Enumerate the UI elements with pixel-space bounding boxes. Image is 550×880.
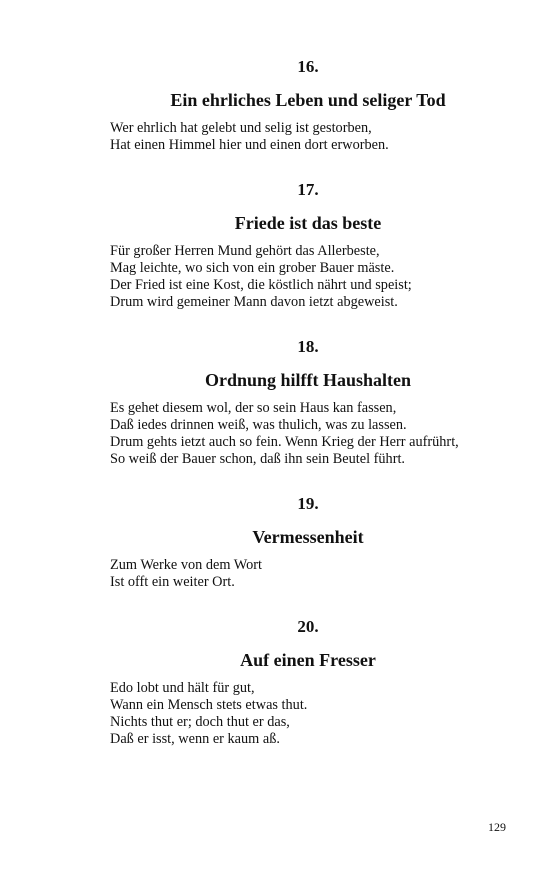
verse-line: Wann ein Mensch stets etwas thut. <box>110 697 308 713</box>
verse-line: Es gehet diesem wol, der so sein Haus kan fassen, <box>110 400 397 416</box>
poem-title: Ein ehrliches Leben und seliger Tod <box>170 90 446 110</box>
verse-line: Für großer Herren Mund gehört das Allerbeste, <box>110 243 380 259</box>
section-gap <box>110 154 506 179</box>
poem-17 <box>110 179 506 311</box>
poem-18 <box>110 336 506 468</box>
poem-20 <box>110 616 506 748</box>
verse-line: Ist offt ein weiter Ort. <box>110 574 235 590</box>
verse-line: Nichts thut er; doch thut er das, <box>110 714 290 730</box>
verse-line: Daß iedes drinnen weiß, was thulich, was zu lassen. <box>110 417 407 433</box>
verse-line: So weiß der Bauer schon, daß ihn sein Beutel führt. <box>110 451 406 467</box>
verse-line: Drum wird gemeiner Mann davon ietzt abgeweist. <box>110 294 398 310</box>
poem-title: Ordnung hilfft Haushalten <box>204 370 412 390</box>
poem-number: 19. <box>297 494 319 513</box>
verse-line: Mag leichte, wo sich von ein grober Bauer mäste. <box>110 260 395 276</box>
verse-line: Hat einen Himmel hier und einen dort erworben. <box>110 137 389 153</box>
poem-lines <box>110 120 506 154</box>
poem-lines <box>110 680 506 748</box>
verse-line: Wer ehrlich hat gelebt und selig ist gestorben, <box>110 120 372 136</box>
verse-line: Zum Werke von dem Wort <box>110 557 263 573</box>
page-body <box>110 56 506 748</box>
section-gap <box>110 311 506 336</box>
section-gap <box>110 468 506 493</box>
page-number: 129 <box>488 820 506 834</box>
verse-line: Drum gehts ietzt auch so fein. Wenn Krieg der Herr aufrührt, <box>110 434 459 450</box>
section-gap <box>110 591 506 616</box>
poem-19 <box>110 493 506 591</box>
verse-line: Daß er isst, wenn er kaum aß. <box>110 731 280 747</box>
poem-title: Friede ist das beste <box>234 213 382 233</box>
poem-number: 17. <box>297 180 319 199</box>
verse-line: Edo lobt und hält für gut, <box>110 680 255 696</box>
poem-number: 18. <box>297 337 319 356</box>
poem-lines <box>110 557 506 591</box>
poem-number: 20. <box>297 617 319 636</box>
poem-16 <box>110 56 506 154</box>
poem-title: Vermessenheit <box>252 527 364 547</box>
poem-lines <box>110 400 506 468</box>
poem-lines <box>110 243 506 311</box>
poem-number: 16. <box>297 57 319 76</box>
poem-title: Auf einen Fresser <box>240 650 376 670</box>
verse-line: Der Fried ist eine Kost, die köstlich nährt und speist; <box>110 277 412 293</box>
